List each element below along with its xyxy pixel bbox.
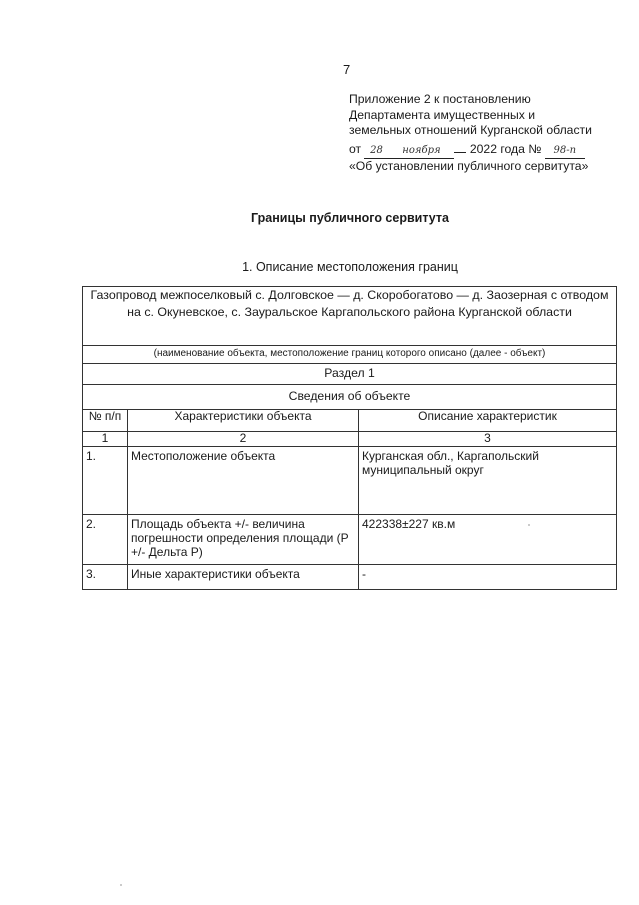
scan-speck: [120, 884, 122, 886]
row-value: Курганская обл., Каргапольский муниципальный округ: [359, 447, 617, 515]
section-row: [83, 364, 617, 385]
annex-line-1: Приложение 2 к постановлению: [349, 92, 531, 106]
handwritten-day: 28: [364, 145, 388, 159]
row-name: Местоположение объекта: [128, 447, 359, 515]
row-name: Площадь объекта +/- величина погрешности определения площади (Р +/- Дельта Р): [128, 515, 359, 565]
annex-block: [349, 92, 619, 174]
info-title: Сведения об объекте: [83, 385, 617, 410]
blank-line: [454, 139, 466, 153]
table-row: [83, 565, 617, 590]
column-number: 3: [359, 432, 617, 447]
row-value: 422338±227 кв.м: [359, 515, 617, 565]
table-row: [83, 447, 617, 515]
document-title: Границы публичного сервитута: [251, 211, 449, 225]
header-characteristics: Характеристики объекта: [128, 410, 359, 432]
annex-date-line: [349, 139, 619, 159]
handwritten-month: ноября: [388, 145, 454, 159]
section-title: Раздел 1: [83, 364, 617, 385]
annex-line-5: «Об установлении публичного сервитута»: [349, 158, 589, 173]
header-description: Описание характеристик: [359, 410, 617, 432]
column-number: 2: [128, 432, 359, 447]
table-row: [83, 515, 617, 565]
row-value: -: [359, 565, 617, 590]
header-num: № п/п: [83, 410, 128, 432]
year-text: 2022 года №: [469, 141, 542, 156]
servitude-table: [82, 286, 617, 590]
scan-speck: [528, 524, 530, 526]
row-num: 2.: [83, 515, 128, 565]
object-name-row: [83, 287, 617, 346]
row-num: 1.: [83, 447, 128, 515]
handwritten-number: 98-п: [545, 145, 585, 159]
annex-line-2: Департамента имущественных и: [349, 107, 536, 122]
row-num: 3.: [83, 565, 128, 590]
page-number: 7: [343, 62, 351, 77]
column-number: 1: [83, 432, 128, 447]
header-row: [83, 410, 617, 432]
row-name: Иные характеристики объекта: [128, 565, 359, 590]
column-numbers-row: [83, 432, 617, 447]
document-subtitle: 1. Описание местоположения границ: [242, 260, 458, 274]
object-caption: (наименование объекта, местоположение границ которого описано (далее - объект): [83, 346, 617, 364]
annex-line-3: земельных отношений Курганской области: [349, 123, 592, 138]
object-name-cell: Газопровод межпоселковый с. Долговское — д. Скоробогатово — д. Заозерная с отводом на с. Окуневское, с. Зауральское Каргапольского района Курганской области: [83, 287, 617, 346]
from-label: от: [349, 141, 362, 156]
caption-row: [83, 346, 617, 364]
info-row: [83, 385, 617, 410]
